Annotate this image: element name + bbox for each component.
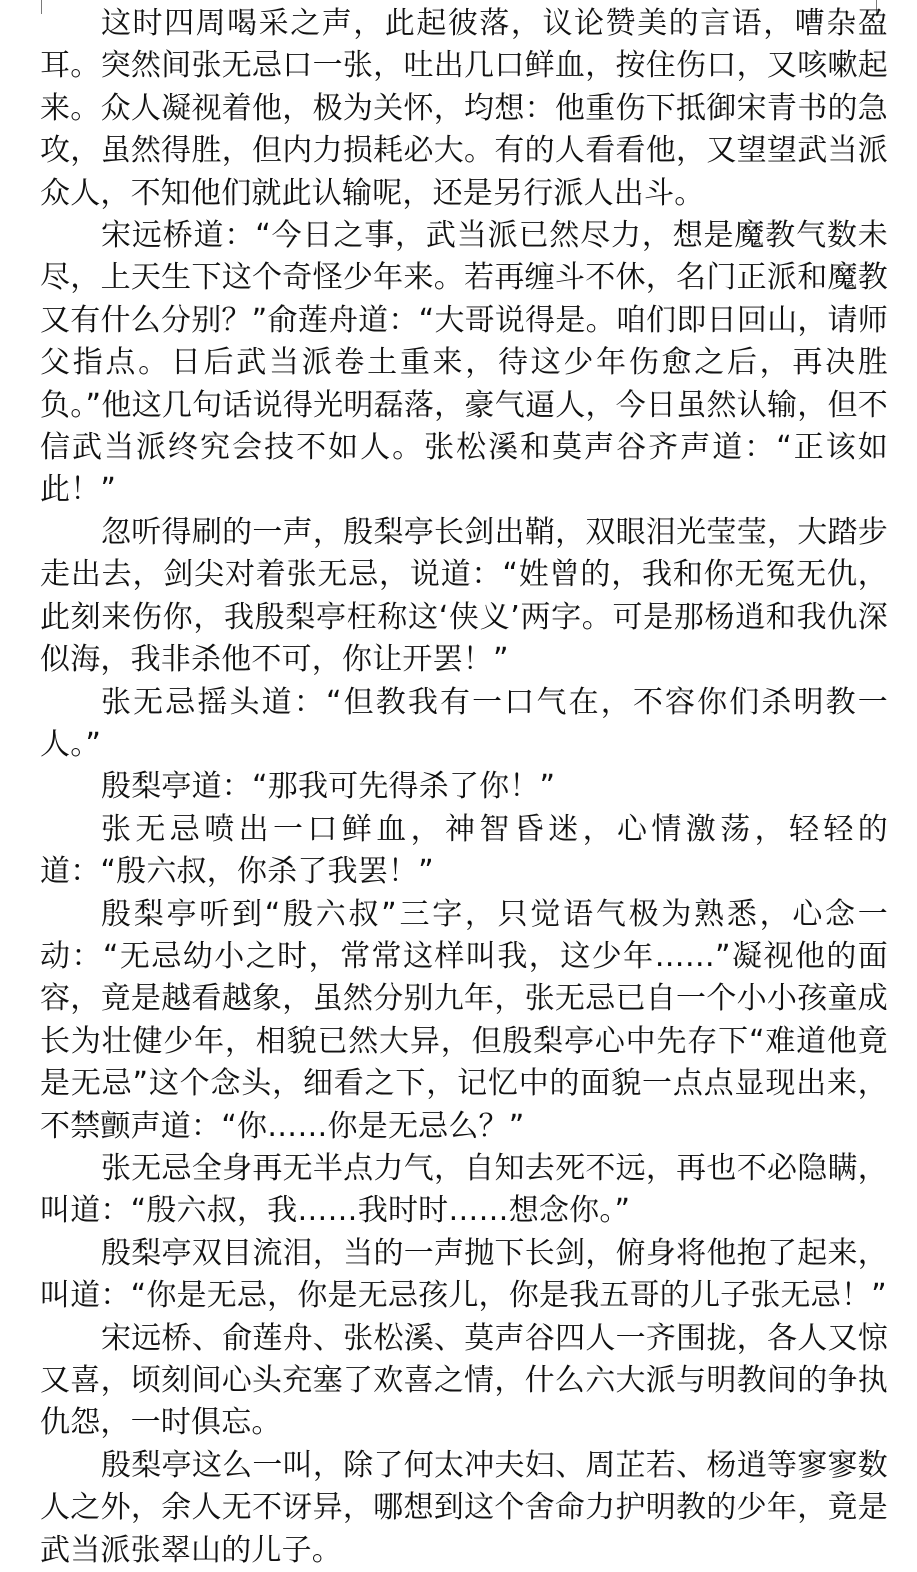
document-body [40,3,888,1572]
paragraph-9: 殷梨亭双目流泪，当的一声抛下长剑，俯身将他抱了起来，叫道：“你是无忌，你是无忌孩儿，你是我五哥的儿子张无忌！” [40,1235,888,1314]
paragraph-1: 这时四周喝采之声，此起彼落，议论赞美的言语，嘈杂盈耳。突然间张无忌口一张，吐出几口鲜血，按住伤口，又咳嗽起来。众人凝视着他，极为关怀，均想：他重伤下抵御宋青书的急攻，虽然得胜，但内力损耗必大。有的人看看他，又望望武当派众人，不知他们就此认输呢，还是另行派人出斗。 [40,6,888,211]
paragraph-10: 宋远桥、俞莲舟、张松溪、莫声谷四人一齐围拢，各人又惊又喜，顷刻间心头充塞了欢喜之情，什么六大派与明教间的争执仇怨，一时俱忘。 [40,1320,888,1441]
paragraph-3: 忽听得刷的一声，殷梨亭长剑出鞘，双眼泪光莹莹，大踏步走出去，剑尖对着张无忌，说道：“姓曾的，我和你无冤无仇，此刻来伤你，我殷梨亭枉称这‘侠义’两字。可是那杨逍和我仇深似海，我非杀他不可，你让开罢！” [40,514,888,678]
paragraph-2: 宋远桥道：“今日之事，武当派已然尽力，想是魔教气数未尽，上天生下这个奇怪少年来。若再缠斗不休，名门正派和魔教又有什么分别？”俞莲舟道：“大哥说得是。咱们即日回山，请师父指点。日后武当派卷土重来，待这少年伤愈之后，再决胜负。”他这几句话说得光明磊落，豪气逼人，今日虽然认输，但不信武当派终究会技不如人。张松溪和莫声谷齐声道：“正该如此！” [40,218,888,508]
paragraph-5: 殷梨亭道：“那我可先得杀了你！” [101,769,556,805]
paragraph-11: 殷梨亭这么一叫，除了何太冲夫妇、周芷若、杨逍等寥寥数人之外，余人无不讶异，哪想到这个舍命力护明教的少年，竟是武当派张翠山的儿子。 [40,1447,888,1568]
paragraph-8: 张无忌全身再无半点力气，自知去死不远，再也不必隐瞒，叫道：“殷六叔，我……我时时……想念你。” [40,1150,888,1229]
paragraph-6: 张无忌喷出一口鲜血，神智昏迷，心情激荡，轻轻的道：“殷六叔，你杀了我罢！” [40,811,888,890]
paragraph-4: 张无忌摇头道：“但教我有一口气在，不容你们杀明教一人。” [40,684,888,762]
paragraph-7: 殷梨亭听到“殷六叔”三字，只觉语气极为熟悉，心念一动：“无忌幼小之时，常常这样叫我，这少年……”凝视他的面容，竟是越看越象，虽然分别九年，张无忌已自一个小小孩童成长为壮健少年，相貌已然大异，但殷梨亭心中先存下“难道他竟是无忌”这个念头，细看之下，记忆中的面貌一点点显现出来，不禁颤声道：“你……你是无忌么？” [40,896,888,1144]
